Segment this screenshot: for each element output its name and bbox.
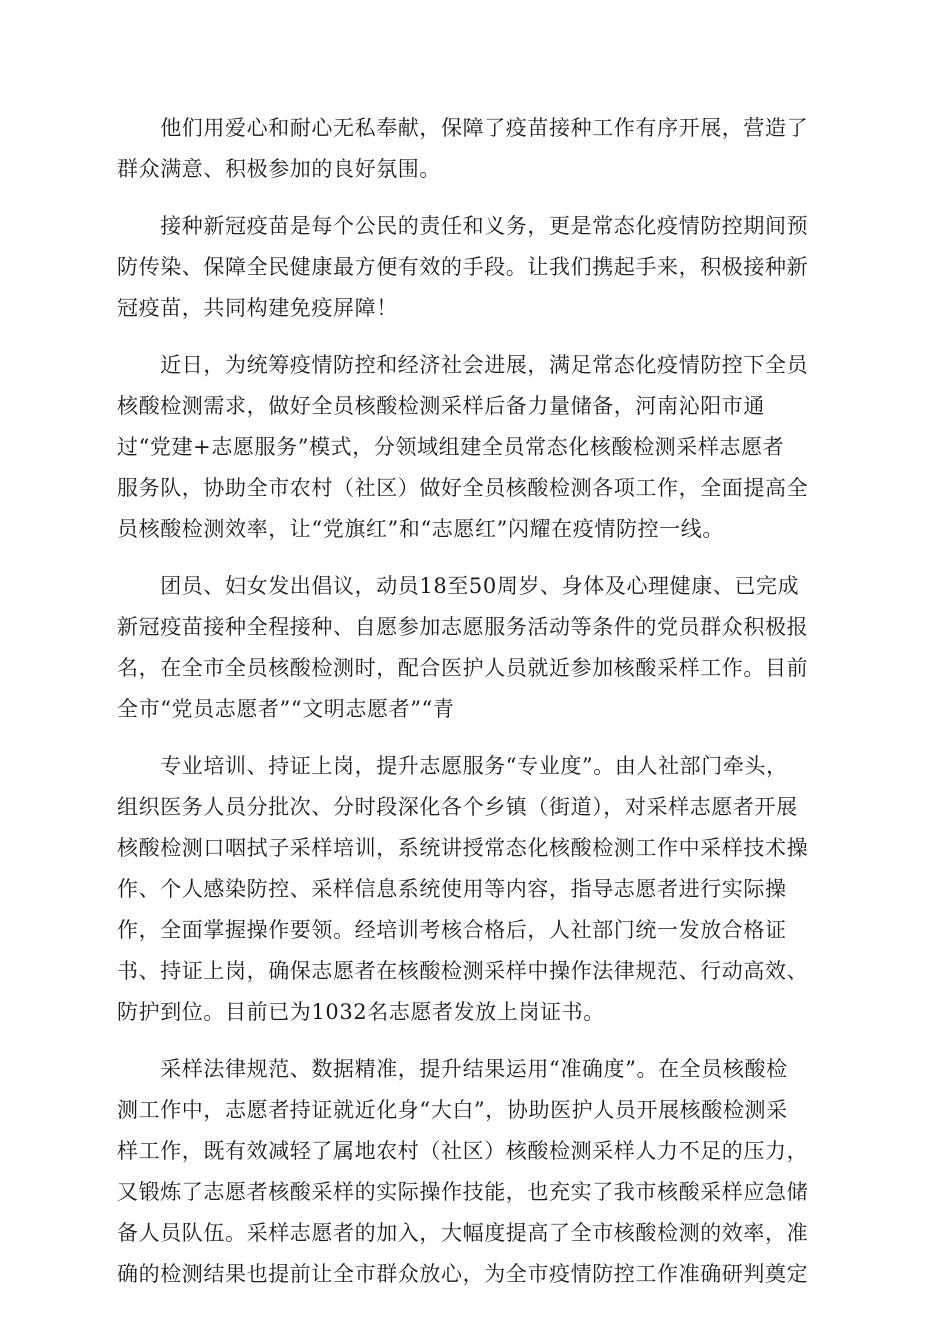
paragraph: 他们用爱心和耐心无私奉献，保障了疫苗接种工作有序开展，营造了 群众满意、积极参加的良好氛围。 <box>117 116 809 181</box>
paragraph: 采样法律规范、数据精准，提升结果运用“准确度”。在全员核酸检 测工作中，志愿者持证就近化身“大白”，协助医护人员开展核酸检测采 样工作，既有效减轻了属地农村（社区）核酸检测采样人力不足的压力， 又锻炼了志愿者核酸采样的实际操作技能，也充实了我市核酸采样应急储 备人员队伍。采样志愿者的加入，大幅度提高了全市核酸检测的效率，准 确的检测结果也提前让全市群众放心，为全市疫情防控工作准确研判奠定 <box>117 1057 809 1286</box>
paragraph: 团员、妇女发出倡议，动员18至50周岁、身体及心理健康、已完成 新冠疫苗接种全程接种、自愿参加志愿服务活动等条件的党员群众积极报 名，在全市全员核酸检测时，配合医护人员就近参加核酸采样工作。目前 全市“党员志愿者”“文明志愿者”“青 <box>117 574 809 721</box>
document-body <box>117 108 833 1311</box>
paragraph: 专业培训、持证上岗，提升志愿服务“专业度”。由人社部门牵头， 组织医务人员分批次、分时段深化各个乡镇（街道），对采样志愿者开展 核酸检测口咽拭子采样培训，系统讲授常态化核酸检测工作中采样技术操 作、个人感染防控、采样信息系统使用等内容，指导志愿者进行实际操 作，全面掌握操作要领。经培训考核合格后，人社部门统一发放合格证 书、持证上岗，确保志愿者在核酸检测采样中操作法律规范、行动高效、 防护到位。目前已为1032名志愿者发放上岗证书。 <box>117 754 809 1024</box>
paragraph: 接种新冠疫苗是每个公民的责任和义务，更是常态化疫情防控期间预 防传染、保障全民健康最方便有效的手段。让我们携起手来，积极接种新 冠疫苗，共同构建免疫屏障！ <box>117 214 809 320</box>
paragraph: 近日，为统筹疫情防控和经济社会进展，满足常态化疫情防控下全员 核酸检测需求，做好全员核酸检测采样后备力量储备，河南沁阳市通 过“党建+志愿服务”模式，分领域组建全员常态化核酸检测采样志愿者 服务队，协助全市农村（社区）做好全员核酸检测各项工作，全面提高全 员核酸检测效率，让“党旗红”和“志愿红”闪耀在疫情防控一线。 <box>117 353 809 541</box>
